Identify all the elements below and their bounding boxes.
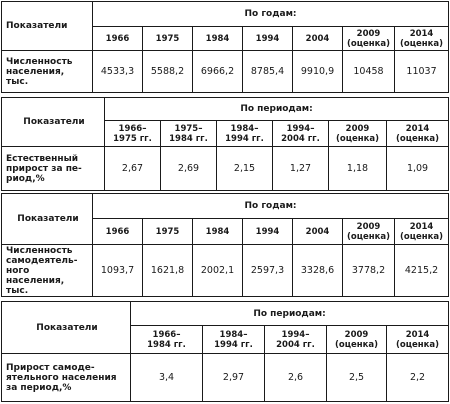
column-header: 1994– 2004 гг. <box>273 121 329 147</box>
column-header: 1994 <box>243 219 293 245</box>
row-label: Прирост самоде- ятельного населения за период,% <box>2 354 131 402</box>
table-cell: 11037 <box>395 51 449 93</box>
row-label: Естественный прирост за пе- риод,% <box>2 147 105 191</box>
column-header: 2009 (оценка) <box>343 219 395 245</box>
table-cell: 2,2 <box>387 354 449 402</box>
table-active-growth <box>1 301 449 402</box>
table-cell: 2,69 <box>161 147 217 191</box>
column-header: 2009 (оценка) <box>329 121 387 147</box>
column-header: 2009 (оценка) <box>343 27 395 51</box>
table-cell: 1093,7 <box>93 245 143 297</box>
table-cell: 8785,4 <box>243 51 293 93</box>
column-header: 2004 <box>293 219 343 245</box>
column-header: 1966– 1984 гг. <box>131 326 203 354</box>
column-header: 1994– 2004 гг. <box>265 326 327 354</box>
column-header: 2014 (оценка) <box>395 27 449 51</box>
table-cell: 2,67 <box>105 147 161 191</box>
group-label: По периодам: <box>105 98 449 121</box>
column-header: 1984 <box>193 27 243 51</box>
table-cell: 6966,2 <box>193 51 243 93</box>
header-label: Показатели <box>2 194 93 245</box>
column-header: 1966 <box>93 219 143 245</box>
group-label: По годам: <box>93 194 449 219</box>
table-cell: 2,15 <box>217 147 273 191</box>
table-cell: 2597,3 <box>243 245 293 297</box>
column-header: 2009 (оценка) <box>327 326 387 354</box>
column-header: 1984 <box>193 219 243 245</box>
table-cell: 4215,2 <box>395 245 449 297</box>
table-cell: 1,09 <box>387 147 449 191</box>
row-label: Численность населения, тыс. <box>2 51 93 93</box>
column-header: 1966– 1975 гг. <box>105 121 161 147</box>
header-label: Показатели <box>2 302 131 354</box>
table-cell: 1,27 <box>273 147 329 191</box>
table-active-population <box>1 193 449 297</box>
table-cell: 1,18 <box>329 147 387 191</box>
table-cell: 5588,2 <box>143 51 193 93</box>
group-label: По периодам: <box>131 302 449 326</box>
group-label: По годам: <box>93 2 449 27</box>
table-cell: 3778,2 <box>343 245 395 297</box>
table-cell: 9910,9 <box>293 51 343 93</box>
header-label: Показатели <box>2 2 93 51</box>
row-label: Численность самодеятель- ного населения, тыс. <box>2 245 93 297</box>
table-population <box>1 1 449 93</box>
table-cell: 4533,3 <box>93 51 143 93</box>
column-header: 1975 <box>143 219 193 245</box>
column-header: 2014 (оценка) <box>387 326 449 354</box>
table-cell: 3328,6 <box>293 245 343 297</box>
column-header: 1984– 1994 гг. <box>203 326 265 354</box>
table-cell: 2,5 <box>327 354 387 402</box>
table-cell: 10458 <box>343 51 395 93</box>
table-cell: 2,6 <box>265 354 327 402</box>
column-header: 1975 <box>143 27 193 51</box>
column-header: 2014 (оценка) <box>395 219 449 245</box>
column-header: 2004 <box>293 27 343 51</box>
table-cell: 1621,8 <box>143 245 193 297</box>
table-cell: 2,97 <box>203 354 265 402</box>
table-natural-growth <box>1 97 449 191</box>
column-header: 1975– 1984 гг. <box>161 121 217 147</box>
header-label: Показатели <box>2 98 105 147</box>
column-header: 2014 (оценка) <box>387 121 449 147</box>
table-cell: 2002,1 <box>193 245 243 297</box>
column-header: 1994 <box>243 27 293 51</box>
table-cell: 3,4 <box>131 354 203 402</box>
column-header: 1984– 1994 гг. <box>217 121 273 147</box>
column-header: 1966 <box>93 27 143 51</box>
